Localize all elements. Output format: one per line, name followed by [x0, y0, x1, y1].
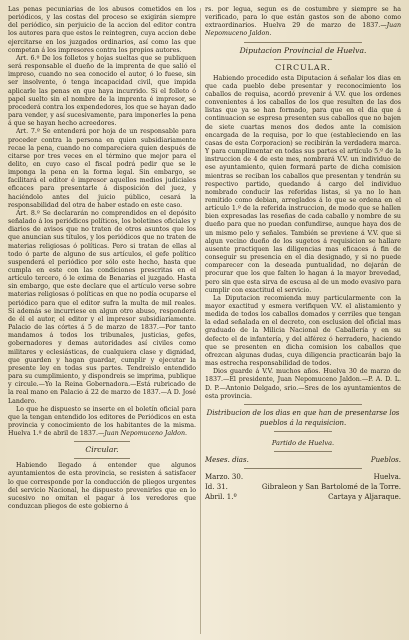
circular-heading: Circular.: [85, 445, 119, 455]
divider: [244, 468, 362, 469]
divider: [74, 441, 130, 442]
row-day: Id. 31.: [205, 482, 228, 491]
row-towns: Huelva.: [373, 472, 401, 481]
paragraph-text: rs. por legua, segun es de costumbre y siempre se ha verificado, para lo que están gastos son de abono como extraordinarios. Huelva 29 de marzo de 1837.: [205, 6, 401, 30]
paragraph: Art. 8.º Se declararán no comprendidos en el depósito señalado á los periódicos políticos, los boletines oficiales y diarios de avisos que no traten de otros asuntos que los que anuncian sus títulos, y los periódicos que no traten de materias religiosas ó políticas. Pero si tratan de ellas al todo ó parte de alguno de sus artículos, el gefe político suspenderá el periódico por sólo este hecho, hasta que cumpla en este con las condiciones prescritas en el artículo tercero, ó le exima de Benarias el juzgado. Hasta sin embargo, que este declare que el artículo verse sobre materias religiosas ó políticas en que no podía ocuparse el periódico para que el editor sufra la multa de mil reales. Si además se incurriese en algun otro abuso, responderá de él el autor, el editor y el impresor subsidiariamente. Palacio de las córtes á 5 de marzo de 1837.—Por tanto mandamos á todos los tribunales, justicias, gefes, gobernadores y demas autoridades así civiles como militares y eclesiásticas, de cualquiera clase y dignidad, que guarden y hagan guardar, cumplir y ejecutar la presente ley en todas sus partes. Tendreislo entendido para su cumplimiento, y dispondreis se imprima, publique y circule.—Yo la Reina Gobernadora.—Está rubricado de la real mano en Palacio á 22 de marzo de 1837.—A D. José Landero.: [8, 209, 196, 405]
paragraph: [205, 6, 401, 39]
divider: [74, 458, 130, 459]
signature: Juan Nepomuceno Jaldon.: [104, 430, 187, 438]
row-towns: Gibraleon y San Bartolomé de la Torre.: [261, 482, 401, 491]
row-day: Abril. 1.º: [205, 492, 237, 501]
table-header: [205, 455, 401, 465]
left-column: [8, 6, 196, 636]
paragraph: Habiendo procedido esta Diputacion á señalar los dias en que cada pueblo debe presentar y reconocimiento los caballos de requisa, acordó prevenir á V.V. que los ordenes convenientes á los caballos de los que resulten de las dos listas que ya se han formado, para que en el dia que á continuacion se espresa presenten sus caballos que no bajen de siete cuartas menos dos dedos ante la comision encargada de la requisa, por lo que (estableciendo en las casas de esta Corporacion) se recibirán la verdadera marca. Y para cumplimentar en todas sus partes el artículo 5.º de la instruccion de 4 de este mes, nombrará V.V. un individuo de ese ayuntamiento, quien formará parte de dicha comision mientras se reciban los caballos que presentan y tendrán su respectivo partido, quedando á cargo del individuo nombrado conducir las referidas listas, si ya no lo han remitido como debian, arreglados á lo que se ordena en el artículo 1.º de la referida instruccion, de modo que se hallen bien expresadas las reseñas de cada caballo y nombre de su dueño para que no puedan confundirse, aunque haya dos de un mismo pelo y señales. También se previene á V.V. que si algun vecino dueño de los sugetos á requisicion se hallare ausente practiquen las diligencias mas eficaces á fin de conseguir su presencia en el dia designado, y si no puede comparecer con la deseada puntualidad, no dejarán de procurar que los que falten lo hagan á la mayor brevedad, pero sin que esta sirva de escusa al de un modo evasivo para cumplir con exactitud el servicio.: [205, 74, 401, 294]
divider: [244, 42, 362, 43]
divider: [274, 59, 333, 60]
paragraph: La Diputacion recomienda muy particularmente con la mayor exactitud y esmera verifiquen V.V. el alistamiento y medida de todos los caballos domados y cerriles que tengan la edad señalada en el decreto, con esclusion del oficial mas graduado de la Milicia Nacional de Caballería y en su defecto el de infantería, y del alférez ó herradero, haciendo que se presenten en dicha comision los caballos que ofrezcan algunas dudas, cuya diligencia practicarán bajo la mas estrecha responsabilidad de todos.: [205, 294, 401, 368]
distribution-heading: Distribucion de los dias en que han de presentarse los pueblos á la requisicion.: [206, 408, 400, 427]
partido-heading: Partido de Huelva.: [271, 438, 335, 447]
paragraph: Art. 6.º De los folletos y hojas sueltas que se publiquen será responsable el dueño de la imprenta de que salió el impreso, cuando no sea conocido el autor, ó lo fuese, sin ser insolvente, ó tenga incapacidad civil, que impida aplicarle las penas en que haya incurrido. Si el folleto ó papel suelto sin el nombre de la imprenta é impresor, se procederá contra los expendedores, los que se hayan dado para vender, y así sucesivamente, para imponerles la pena á que se hayan hecho acreedores.: [8, 54, 196, 128]
table-row: [205, 492, 401, 502]
table-row: [205, 472, 401, 482]
table-header-days: Meses. dias.: [205, 455, 249, 464]
schedule-list: [205, 472, 401, 502]
table-row: [205, 482, 401, 492]
signature: —Juan Nepomuceno Jaldon.: [205, 22, 401, 38]
paragraph: Habiendo llegado á entender que algunos ayuntamientos de esta provincia, se resisten á satisfacer lo que corresponde por la conducción de pliegos urgentes del servicio Nacional, he dispuesto prevenirles que en lo sucesivo no omitan el pagar á los veredores que conduzcan pliegos de este gobierno á: [8, 462, 196, 511]
right-column: [205, 6, 401, 636]
section-heading: Diputacion Provincial de Huelva.: [239, 45, 367, 55]
paragraph: Las penas pecuniarias de los abusos cometidos en los periódicos, y las costas del proceso se exigirán siempre del periódico, sin perjuicio de la accion del editor contra los autores para que estos le reintegren, cuya accion debe ejercitarse en los juzgados ordinarios, así como las que competan á los impresores contra los propios autores.: [8, 6, 196, 54]
table-header-towns: Pueblos.: [370, 455, 401, 464]
paragraph: Dios guarde á V.V. muchos años. Huelva 30 de marzo de 1837.—El presidente, Juan Nepomuceno Jaldon.—P. A. D. L. D. P.—Antonio Delgado, srio.—Sres de los ayuntamientos de esta provincia.: [205, 368, 401, 400]
divider: [274, 451, 333, 452]
circular-heading: CIRCULAR.: [275, 62, 331, 72]
paragraph: Art. 7.º Se entenderá por hoja de un responsable para proceder contra la persona en quien subsidiariamente recae la pena, cuando no compareciera quien después de citarse por tres veces en el término que mejor para el delito, en cuyo caso el fiscal podrá pedir que se le imponga la pena en la forma legal. Sin embargo, se facilitará el editor é impresor aquellos medios judiciales eficaces para presentarle á disposición del juez, y haciéndolo antes del juicio público, cesará la responsabilidad del otra de haber estado en este caso.: [8, 128, 196, 209]
column-divider: [200, 8, 201, 634]
divider: [244, 404, 362, 405]
paragraph: [8, 406, 196, 439]
row-day: Marzo. 30.: [205, 472, 244, 481]
paragraph-text: Lo que he dispuesto se inserte en el boletín oficial para que la tengan entendido los editores de Periódicos en esta provincia y conocimiento de los habitantes de la misma. Huelva 1.º de abril de 1837.—: [8, 405, 196, 438]
divider: [274, 431, 333, 432]
row-towns: Cartaya y Aljaraque.: [328, 492, 401, 501]
